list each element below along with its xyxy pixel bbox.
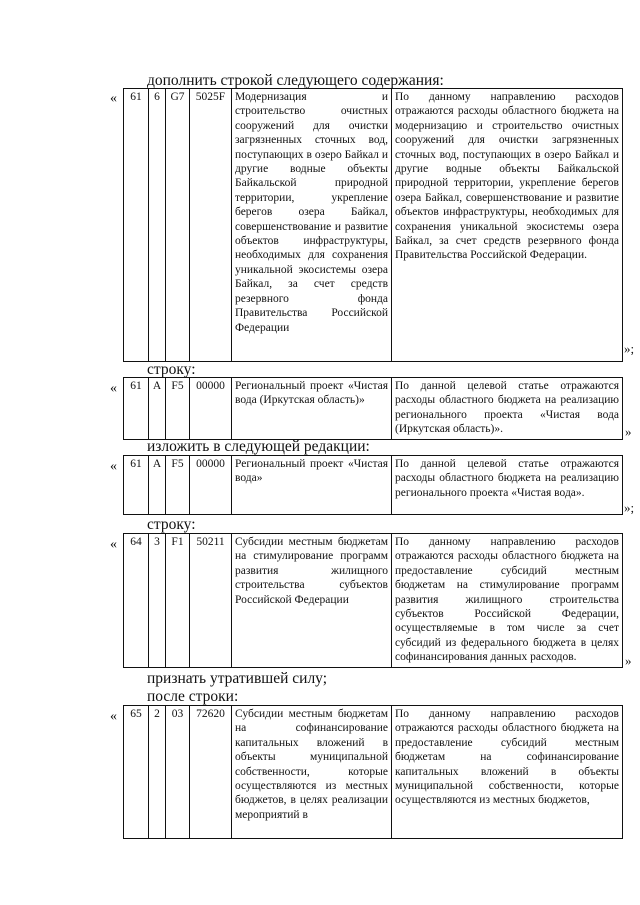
section-heading-row: строку:	[147, 361, 196, 378]
open-quote-mark: «	[110, 381, 117, 396]
code-cell-project: F5	[166, 456, 190, 515]
description-cell: По данной целевой статье отражаются расходы областного бюджета на реализацию регионального проекта «Чистая вода».	[392, 456, 623, 515]
budget-table-row-5	[123, 705, 623, 839]
table-row	[124, 456, 623, 515]
open-quote-mark: «	[110, 459, 117, 474]
open-quote-mark: «	[110, 537, 117, 552]
description-cell: По данному направлению расходов отражаются расходы областного бюджета на предоставление субсидий местным бюджетам на софинансирование капитальных вложений в объекты муниципальной собственности, которые осуществляются из местных бюджетов,	[392, 706, 623, 839]
table-row	[124, 534, 623, 668]
code-cell-project: G7	[166, 89, 190, 362]
code-cell-subprogram: 3	[149, 534, 166, 668]
code-cell-direction: 00000	[190, 456, 232, 515]
code-cell-direction: 5025F	[190, 89, 232, 362]
code-cell-project: F1	[166, 534, 190, 668]
description-cell: По данному направлению расходов отражаются расходы областного бюджета на модернизацию и строительство очистных сооружений для очистки загрязненных сточных вод, поступающих в озеро Байкал и другие водные объекты Байкальской природной территории, укрепление берегов озера Байкал, совершенствование и развитие объектов инфраструктуры, необходимых для сохранения уникальной экосистемы озера Байкал, за счет средств резервного фонда Правительства Российской Федерации.	[392, 89, 623, 362]
open-quote-mark: «	[110, 709, 117, 724]
code-cell-direction: 00000	[190, 378, 232, 440]
budget-table-row-2	[123, 377, 623, 440]
code-cell-subprogram: 6	[149, 89, 166, 362]
code-cell-direction: 50211	[190, 534, 232, 668]
open-quote-mark: «	[110, 91, 117, 106]
close-quote-mark: »	[625, 424, 632, 439]
name-cell: Региональный проект «Чистая вода»	[232, 456, 392, 515]
code-cell-program: 65	[124, 706, 149, 839]
code-cell-subprogram: 2	[149, 706, 166, 839]
table-row	[124, 706, 623, 839]
section-heading-add-row: дополнить строкой следующего содержания:	[147, 72, 444, 89]
section-heading-repeal: признать утратившей силу;	[147, 670, 328, 687]
table-row	[124, 378, 623, 440]
code-cell-program: 64	[124, 534, 149, 668]
code-cell-program: 61	[124, 378, 149, 440]
code-cell-project: 03	[166, 706, 190, 839]
name-cell: Субсидии местным бюджетам на софинансирование капитальных вложений в объекты муниципальной собственности, которые осуществляются из местных бюджетов, в целях реализации мероприятий в	[232, 706, 392, 839]
close-quote-mark: »	[625, 653, 632, 668]
code-cell-direction: 72620	[190, 706, 232, 839]
budget-table-row-1	[123, 88, 623, 362]
name-cell: Региональный проект «Чистая вода (Иркутская область)»	[232, 378, 392, 440]
section-heading-row: строку:	[147, 516, 196, 533]
section-heading-new-edition: изложить в следующей редакции:	[147, 438, 370, 455]
code-cell-subprogram: A	[149, 456, 166, 515]
close-quote-semicolon: »;	[624, 341, 635, 356]
description-cell: По данной целевой статье отражаются расходы областного бюджета на реализацию регионального проекта «Чистая вода (Иркутская область)».	[392, 378, 623, 440]
code-cell-project: F5	[166, 378, 190, 440]
code-cell-subprogram: A	[149, 378, 166, 440]
budget-table-row-3	[123, 455, 623, 515]
budget-table-row-4	[123, 533, 623, 668]
close-quote-semicolon: »;	[624, 500, 635, 515]
name-cell: Субсидии местным бюджетам на стимулирование программ развития жилищного строительства субъектов Российской Федерации	[232, 534, 392, 668]
description-cell: По данному направлению расходов отражаются расходы областного бюджета на предоставление субсидий местным бюджетам на стимулирование программ развития жилищного строительства субъектов Российской Федерации, осуществляемые в том числе за счет субсидий из федерального бюджета в целях софинансирования данных расходов.	[392, 534, 623, 668]
section-heading-after-row: после строки:	[147, 688, 239, 705]
table-row	[124, 89, 623, 362]
name-cell: Модернизация и строительство очистных сооружений для очистки загрязненных сточных вод, поступающих в озеро Байкал и другие водные объекты Байкальской природной территории, укрепление берегов озера Байкал, совершенствование и развитие объектов инфраструктуры, необходимых для сохранения уникальной экосистемы озера Байкал, за счет средств резервного фонда Правительства Российской Федерации	[232, 89, 392, 362]
code-cell-program: 61	[124, 89, 149, 362]
code-cell-program: 61	[124, 456, 149, 515]
